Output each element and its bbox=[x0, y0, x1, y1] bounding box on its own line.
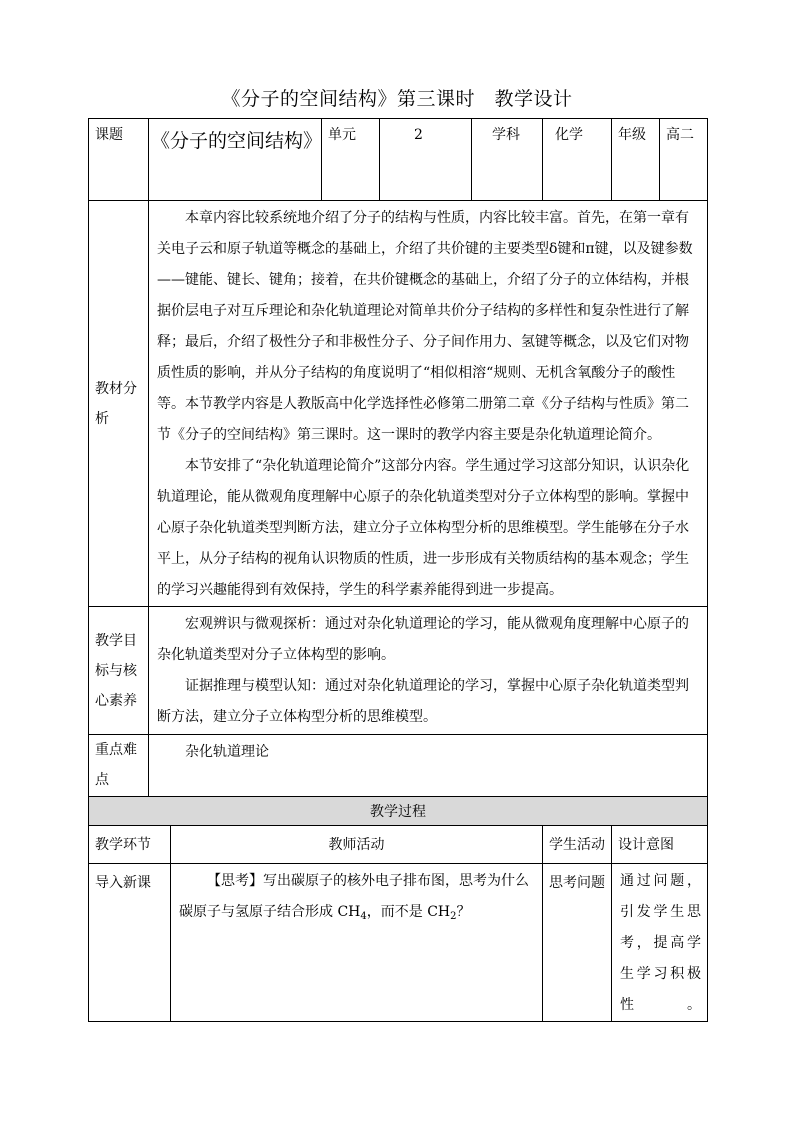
col-intent-cell bbox=[612, 826, 708, 864]
topic-label-cell bbox=[89, 119, 149, 201]
unit-value-cell bbox=[380, 119, 472, 201]
key-points-value-cell bbox=[149, 735, 708, 797]
grade-label: 年级 bbox=[618, 127, 647, 143]
document-title: 《分子的空间结构》第三课时 教学设计 bbox=[221, 88, 573, 110]
col-student-header: 学生活动 bbox=[549, 837, 606, 853]
subject-label-cell bbox=[472, 119, 543, 201]
material-analysis-label: 教材分析 bbox=[95, 380, 137, 427]
process-title-row bbox=[89, 797, 708, 826]
student-activity-intro: 思考问题 bbox=[549, 875, 606, 891]
unit-value: 2 bbox=[414, 127, 423, 143]
unit-label: 单元 bbox=[328, 127, 357, 143]
ch2-subscript: 2 bbox=[450, 911, 457, 922]
grade-label-cell bbox=[612, 119, 660, 201]
grade-value: 高二 bbox=[666, 127, 695, 143]
think-tag: 【思考】 bbox=[207, 873, 263, 889]
process-header-row bbox=[89, 826, 708, 864]
design-intent-intro: 通过问题，引发学生思考，提高学生学习积极性。 bbox=[620, 873, 702, 1013]
col-stage-cell bbox=[89, 826, 171, 864]
topic-label: 课题 bbox=[95, 127, 123, 143]
topic-value-cell bbox=[149, 119, 322, 201]
stage-intro: 导入新课 bbox=[95, 875, 151, 891]
teacher-activity-intro bbox=[179, 866, 534, 932]
material-analysis-paragraph-1: 本章内容比较系统地介绍了分子的结构与性质，内容比较丰富。首先，在第一章有关电子云和原子轨道等概念的基础上，介绍了共价键的主要类型δ键和π键，以及键参数——键能、键长、键角；接着，在共价键概念的基础上，介绍了分子的立体结构，并根据价层电子对互斥理论和杂化轨道理论对简单共价分子结构的多样性和复杂性进行了解释；最后，介绍了极性分子和非极性分子、分子间作用力、氢键等概念，以及它们对物质性质的影响，并从分子结构的角度说明了“相似相溶“规则、无机含氧酸分子的酸性等。本节教学内容是人教版高中化学选择性必修第二册第二章《分子结构与性质》第二节《分子的空间结构》第三课时。这一课时的教学内容主要是杂化轨道理论简介。 bbox=[157, 210, 693, 443]
key-points-label: 重点难点 bbox=[95, 742, 137, 788]
key-points-value: 杂化轨道理论 bbox=[185, 744, 269, 760]
objective-macro-micro: 宏观辨识与微观探析：通过对杂化轨道理论的学习，能从微观角度理解中心原子的杂化轨道类型对分子立体构型的影响。 bbox=[157, 616, 689, 663]
process-row-intro bbox=[89, 864, 708, 1022]
subject-value-cell bbox=[543, 119, 612, 201]
header-row bbox=[89, 119, 708, 201]
topic-value: 《分子的空间结构》 bbox=[151, 130, 323, 152]
grade-value-cell bbox=[660, 119, 708, 201]
think-text-1: 写出碳原子的核外电子排布图，思考为什么碳原子与氢原子结合形成 CH bbox=[179, 873, 529, 920]
col-teacher-cell bbox=[171, 826, 543, 864]
design-intent-cell bbox=[612, 864, 708, 1022]
objectives-label: 教学目标与核心素养 bbox=[95, 632, 137, 709]
process-title: 教学过程 bbox=[370, 804, 426, 820]
subject-value: 化学 bbox=[555, 127, 584, 143]
material-analysis-paragraph-2: 本节安排了“杂化轨道理论简介”这部分内容。学生通过学习这部分知识，认识杂化轨道理论，能从微观角度理解中心原子的杂化轨道类型对分子立体构型的影响。掌握中心原子杂化轨道类型判断方法，建立分子立体构型分析的思维模型。学生能够在分子水平上，从分子结构的视角认识物质的性质，进一步形成有关物质结构的基本观念；学生的学习兴趣能得到有效保持，学生的科学素养能得到进一步提高。 bbox=[157, 458, 690, 598]
col-student-cell bbox=[543, 826, 612, 864]
objectives-label-cell bbox=[89, 607, 149, 735]
think-text-2: ，而不是 CH bbox=[366, 904, 451, 920]
lesson-plan-table bbox=[88, 118, 708, 1022]
material-analysis-row bbox=[89, 201, 708, 607]
objectives-row bbox=[89, 607, 708, 735]
ch4-subscript: 4 bbox=[360, 911, 367, 922]
col-teacher-header: 教师活动 bbox=[328, 837, 385, 853]
material-analysis-label-cell bbox=[89, 201, 149, 607]
unit-label-cell bbox=[322, 119, 380, 201]
teacher-activity-cell bbox=[171, 864, 543, 1022]
stage-cell bbox=[89, 864, 171, 1022]
objective-evidence-model: 证据推理与模型认知：通过对杂化轨道理论的学习，掌握中心原子杂化轨道类型判断方法，建立分子立体构型分析的思维模型。 bbox=[157, 678, 689, 725]
key-points-label-cell bbox=[89, 735, 149, 797]
col-stage-header: 教学环节 bbox=[95, 837, 151, 853]
think-text-3: ？ bbox=[456, 904, 471, 920]
col-intent-header: 设计意图 bbox=[618, 837, 675, 853]
objectives-content-cell bbox=[149, 607, 708, 735]
material-analysis-content-cell bbox=[149, 201, 708, 607]
process-title-cell bbox=[89, 797, 708, 826]
subject-label: 学科 bbox=[492, 127, 521, 143]
student-activity-cell bbox=[543, 864, 612, 1022]
key-points-row bbox=[89, 735, 708, 797]
